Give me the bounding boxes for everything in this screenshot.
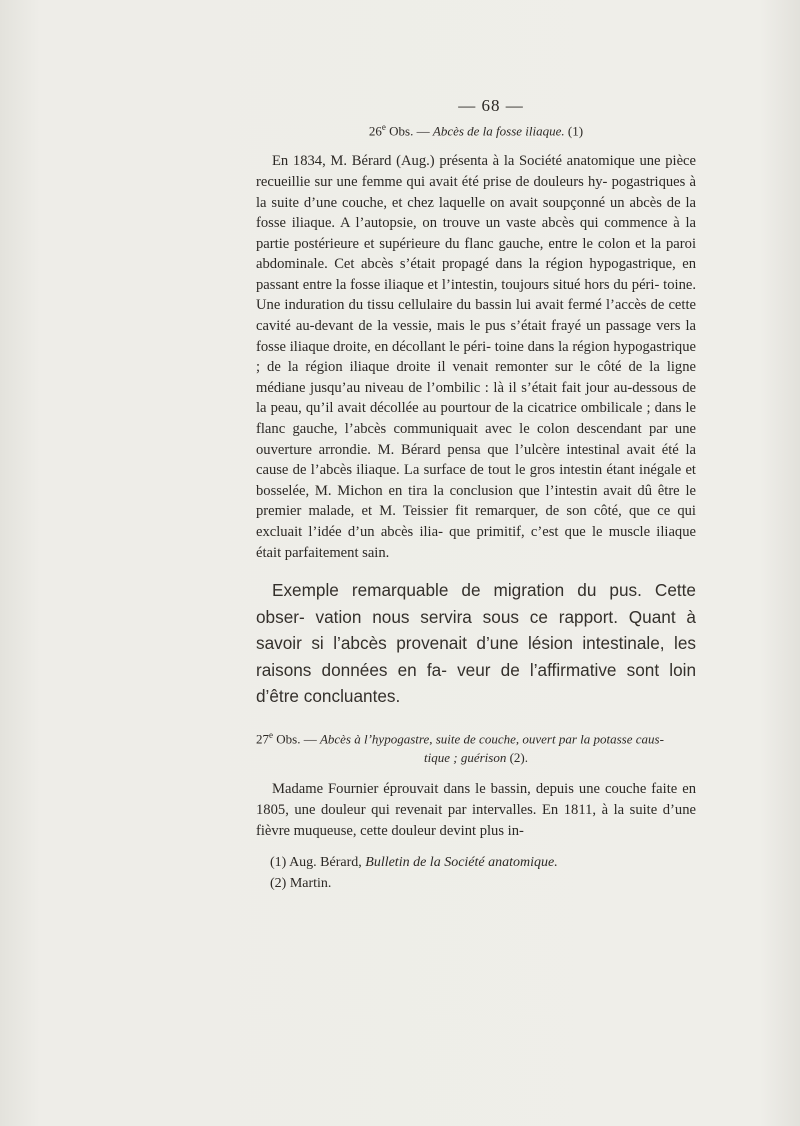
footnote-2 — [256, 873, 696, 894]
observation-26-suffix: e — [381, 122, 386, 132]
footnotes — [256, 852, 696, 894]
observation-27-number: 27 — [256, 731, 269, 747]
observation-26-number: 26 — [368, 123, 382, 139]
observation-26-note-ref: (1) — [567, 123, 584, 139]
footnote-marker: (1) — [270, 855, 287, 871]
footnote-author: Martin. — [289, 876, 332, 892]
footnote-source: Bulletin de la Société anatomique. — [365, 855, 558, 871]
paragraph-2: Exemple remarquable de migration du pus. Cette obser- vation nous servira sous ce rapport. Quant à savoir si l’abcès provenait d’une lésion intestinale, les raisons données en fa- veur de l’affirmative sont loin d’être concluantes. — [256, 580, 696, 707]
page-text-block — [256, 96, 696, 894]
observation-27-title-line2: tique ; guérison — [424, 750, 507, 766]
observation-27-suffix: e — [269, 729, 273, 740]
observation-27-label: Obs. — — [276, 731, 317, 747]
observation-26-title: Abcès de la fosse iliaque. — [432, 123, 565, 139]
observation-26-heading — [256, 122, 696, 139]
footnote-marker: (2) — [270, 876, 287, 892]
footnote-1 — [256, 852, 696, 873]
observation-27-title-line1: Abcès à l’hypogastre, suite de couche, ouvert par la potasse caus- — [319, 731, 664, 747]
footnote-author: Aug. Bérard, — [289, 855, 362, 871]
paragraph-1: En 1834, M. Bérard (Aug.) présenta à la Société anatomique une pièce recueillie sur une femme qui avait été prise de douleurs hy- pogastriques à la suite d’une couche, et chez laquelle on avait soupçonné un abcès de la fosse iliaque. A l’autopsie, on trouve un vaste abcès qui commence à la partie postérieure et supérieure du flanc gauche, entre le colon et la paroi abdominale. Cet abcès s’était propagé dans la région hypogastrique, en passant entre la fosse iliaque et l’intestin, toujours situé hors du péri- toine. Une induration du tissu cellulaire du bassin lui avait fermé l’accès de cette cavité au-devant de la vessie, mais le pus s’était frayé un passage vers la fosse iliaque droite, en décollant le péri- toine dans la région hypogastrique ; de la région iliaque droite il venait remonter sur le côté de la ligne médiane jusqu’au niveau de l’ombilic : là il s’était fait jour au-dessous de la peau, qu’il avait décollée au pourtour de la cicatrice ombilicale ; dans le flanc gauche, l’abcès communiquait avec le colon descendant par une ouverture arrondie. M. Bérard pensa que l’ulcère intestinal avait été la cause de l’abcès iliaque. La surface de tout le gros intestin étant inégale et bosselée, M. Michon en tira la conclusion que l’intestin avait dû être le premier malade, et M. Teissier fit remarquer, de son côté, que ce qui excluait l’idée d’un abcès ilia- que primitif, c’est que le muscle iliaque était parfaitement sain. — [256, 153, 696, 561]
page-number: — 68 — — [458, 96, 524, 115]
observation-26-label: Obs. — — [389, 123, 430, 139]
observation-27-heading — [256, 726, 696, 767]
paragraph-3: Madame Fournier éprouvait dans le bassin, depuis une couche faite en 1805, une douleur qui revenait par intervalles. En 1811, à la suite d’une fièvre muqueuse, cette douleur devint plus in- — [256, 781, 696, 840]
observation-27-note-ref: (2). — [509, 750, 528, 766]
